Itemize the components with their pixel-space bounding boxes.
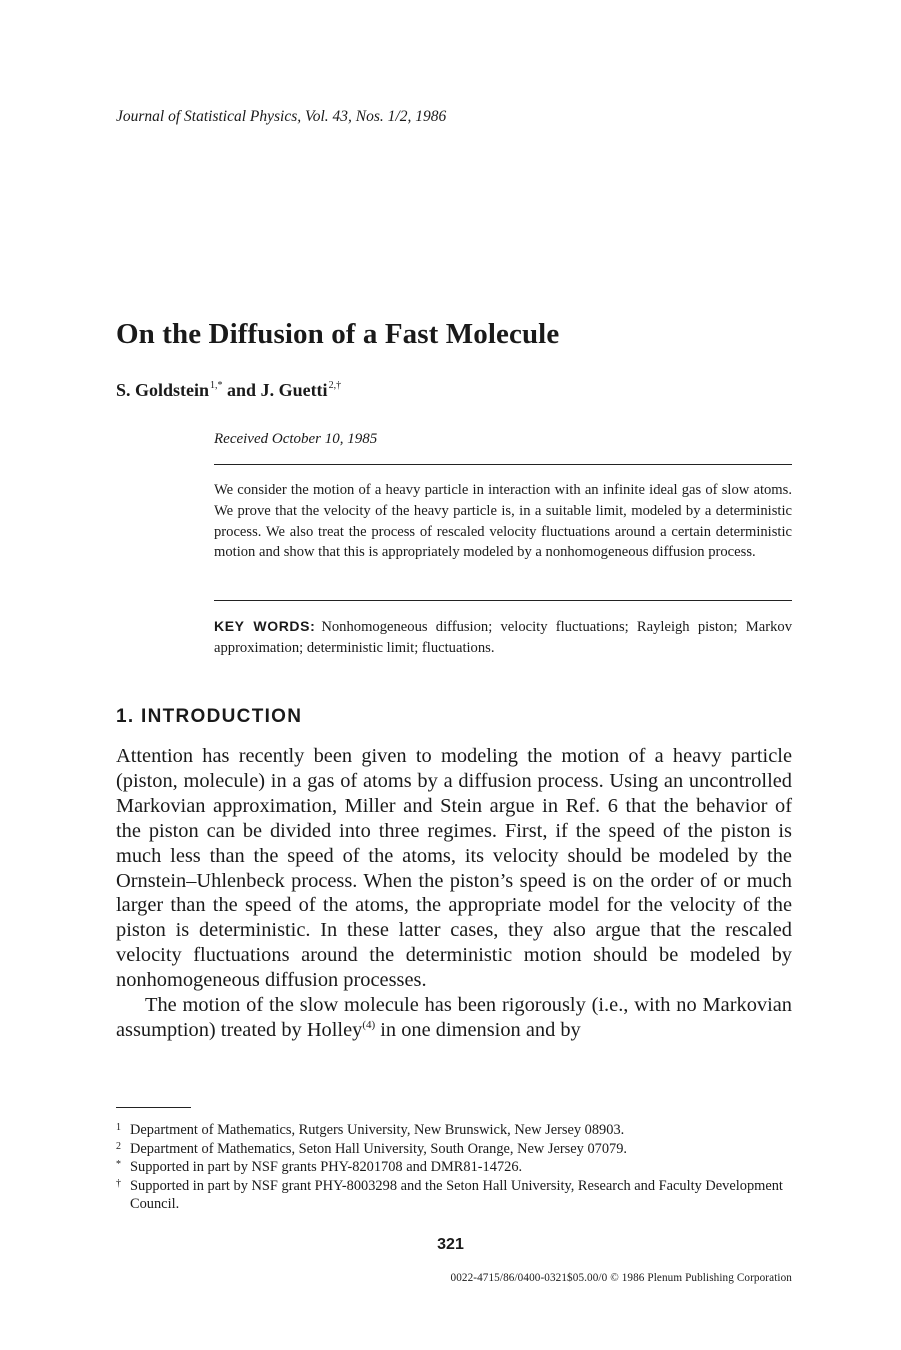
introduction-body <box>116 744 792 1043</box>
footnote-mark: 2 <box>116 1140 121 1152</box>
author-1-name: S. Goldstein <box>116 380 210 400</box>
received-date: Received October 10, 1985 <box>214 431 378 447</box>
author-1-marks: 1,* <box>210 380 223 391</box>
paper-title: On the Diffusion of a Fast Molecule <box>116 318 560 350</box>
keywords <box>214 616 792 659</box>
paragraph-2-after: in one dimension and by <box>375 1018 581 1041</box>
footnote-text: Supported in part by NSF grant PHY-8003298 and the Seton Hall University, Research and Faculty Development Council. <box>130 1177 783 1213</box>
footnote <box>116 1158 792 1177</box>
footnote <box>116 1140 792 1159</box>
footnote-mark: † <box>116 1177 121 1189</box>
footnote-rule <box>116 1107 191 1108</box>
footnote-text: Department of Mathematics, Rutgers University, New Brunswick, New Jersey 08903. <box>130 1122 625 1138</box>
author-conjunction: and <box>227 380 257 400</box>
footnotes <box>116 1121 792 1214</box>
author-2-marks: 2,† <box>328 380 342 391</box>
journal-citation: Journal of Statistical Physics, Vol. 43, Nos. 1/2, 1986 <box>116 108 447 125</box>
footnote-mark: * <box>116 1159 121 1171</box>
section-heading: 1. INTRODUCTION <box>116 706 303 727</box>
abstract: We consider the motion of a heavy particle in interaction with an infinite ideal gas of slow atoms. We prove that the velocity of the heavy particle is, in a suitable limit, modeled by a deterministic process. We also treat the process of rescaled velocity fluctuations around a certain deterministic motion and show that this is appropriately modeled by a nonhomogeneous diffusion process. <box>214 482 792 561</box>
abstract-bottom-rule <box>214 600 792 601</box>
footnote <box>116 1177 792 1214</box>
author-2-name: J. Guetti <box>260 380 328 400</box>
paragraph-2 <box>116 993 792 1043</box>
footnote-text: Department of Mathematics, Seton Hall University, South Orange, New Jersey 07079. <box>130 1140 628 1157</box>
keywords-label: KEY WORDS: <box>214 618 316 634</box>
footnote <box>116 1121 792 1140</box>
paragraph-2-before: The motion of the slow molecule has been rigorously (i.e., with no Markovian assumption) treated by Holley <box>116 994 792 1041</box>
keywords-text: Nonhomogeneous diffusion; velocity fluctuations; Rayleigh piston; Markov approximation; deterministic limit; fluctuations. <box>214 619 793 656</box>
abstract-top-rule <box>214 464 792 465</box>
paragraph-1: Attention has recently been given to modeling the motion of a heavy particle (piston, molecule) in a gas of atoms by a diffusion process. Using an uncontrolled Markovian approximation, Miller and Stein argue in Ref. 6 that the behavior of the piston can be divided into three regimes. First, if the speed of the piston is much less than the speed of the atoms, its velocity should be modeled by the Ornstein–Uhlenbeck process. When the piston’s speed is on the order of or much larger than the speed of the atoms, the appropriate model for the velocity of the piston is deterministic. In these latter cases, they also argue that the rescaled velocity fluctuations around the deterministic motion should be modeled by nonhomogeneous diffusion processes. <box>116 745 792 992</box>
footnote-text: Supported in part by NSF grants PHY-8201708 and DMR81-14726. <box>130 1159 523 1176</box>
page-number: 321 <box>437 1236 464 1253</box>
citation-ref: (4) <box>362 1018 376 1031</box>
footnote-mark: 1 <box>116 1122 121 1133</box>
copyright-line: 0022-4715/86/0400-0321$05.00/0 © 1986 Plenum Publishing Corporation <box>450 1272 792 1284</box>
author-line <box>116 380 341 401</box>
